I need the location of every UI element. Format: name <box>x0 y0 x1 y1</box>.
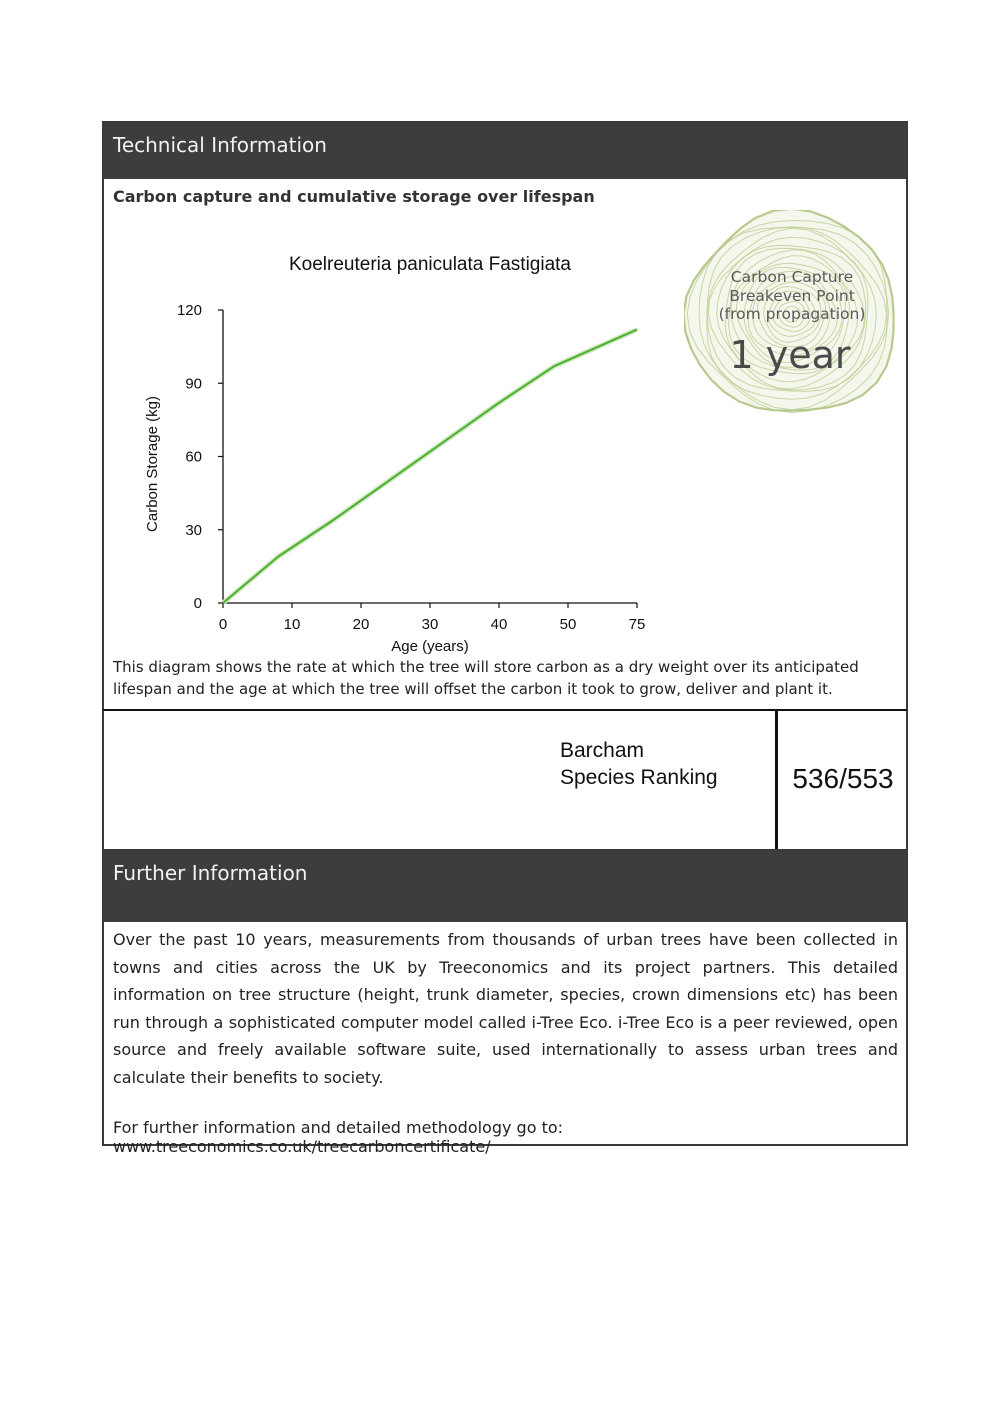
series-halo <box>223 330 637 603</box>
x-tick-label: 20 <box>352 616 370 633</box>
badge-line3: (from propagation) <box>718 305 866 323</box>
chart-description: This diagram shows the rate at which the tree will store carbon as a dry weight over its anticipated lifespan and the age at which the tree will offset the carbon it took to grow, deliver and plant it. <box>113 658 859 698</box>
y-tick-label: 90 <box>185 375 202 393</box>
chart-subheading: Carbon capture and cumulative storage over lifespan <box>113 187 595 206</box>
y-axis <box>177 302 223 612</box>
chart-title: Koelreuteria paniculata Fastigiata <box>288 254 572 275</box>
x-tick-label: 50 <box>559 616 577 633</box>
methodology-link-text[interactable]: For further information and detailed methodology go to: www.treeconomics.co.uk/treecarboncertificate/ <box>113 1118 564 1156</box>
further-information-title: Further Information <box>113 861 308 885</box>
further-information-header <box>104 851 906 922</box>
species-ranking-label-line1: Barcham <box>560 739 645 762</box>
x-tick-label: 0 <box>218 616 228 633</box>
badge-value: 1 year <box>729 333 851 377</box>
species-ranking-label-line2: Species Ranking <box>560 766 718 789</box>
x-tick-label: 30 <box>421 616 439 633</box>
further-information-panel <box>102 849 908 1156</box>
further-information-body: Over the past 10 years, measurements from thousands of urban trees have been collected in towns and cities across the UK by Treeconomics and its project partners. This detailed information on tree structure (height, trunk diameter, species, crown dimensions etc) has been run through a sophisticated computer model called i-Tree Eco. i-Tree Eco is a peer reviewed, open source and freely available software suite, used internationally to assess urban trees and calculate their benefits to society. <box>113 930 898 1087</box>
tree-ring-icon <box>684 210 902 420</box>
badge-line2: Breakeven Point <box>729 287 855 305</box>
species-ranking-panel <box>102 709 908 849</box>
technical-information-header <box>104 123 906 179</box>
y-axis-label: Carbon Storage (kg) <box>144 396 161 532</box>
species-ranking-value: 536/553 <box>792 763 894 794</box>
y-tick-label: 120 <box>176 302 202 319</box>
x-tick-label: 75 <box>628 616 646 633</box>
breakeven-badge <box>684 210 902 420</box>
x-tick-label: 10 <box>283 616 301 633</box>
x-tick-label: 40 <box>490 616 508 633</box>
technical-information-title: Technical Information <box>113 133 327 157</box>
y-tick-label: 60 <box>185 448 202 466</box>
species-ranking-label <box>560 737 718 791</box>
y-tick-label: 0 <box>193 595 202 612</box>
series-line <box>223 330 637 603</box>
y-tick-label: 30 <box>185 521 202 539</box>
series-carbon-storage <box>223 330 637 603</box>
x-axis-label: Age (years) <box>391 638 469 655</box>
badge-line1: Carbon Capture <box>730 268 854 286</box>
x-axis <box>219 603 646 633</box>
